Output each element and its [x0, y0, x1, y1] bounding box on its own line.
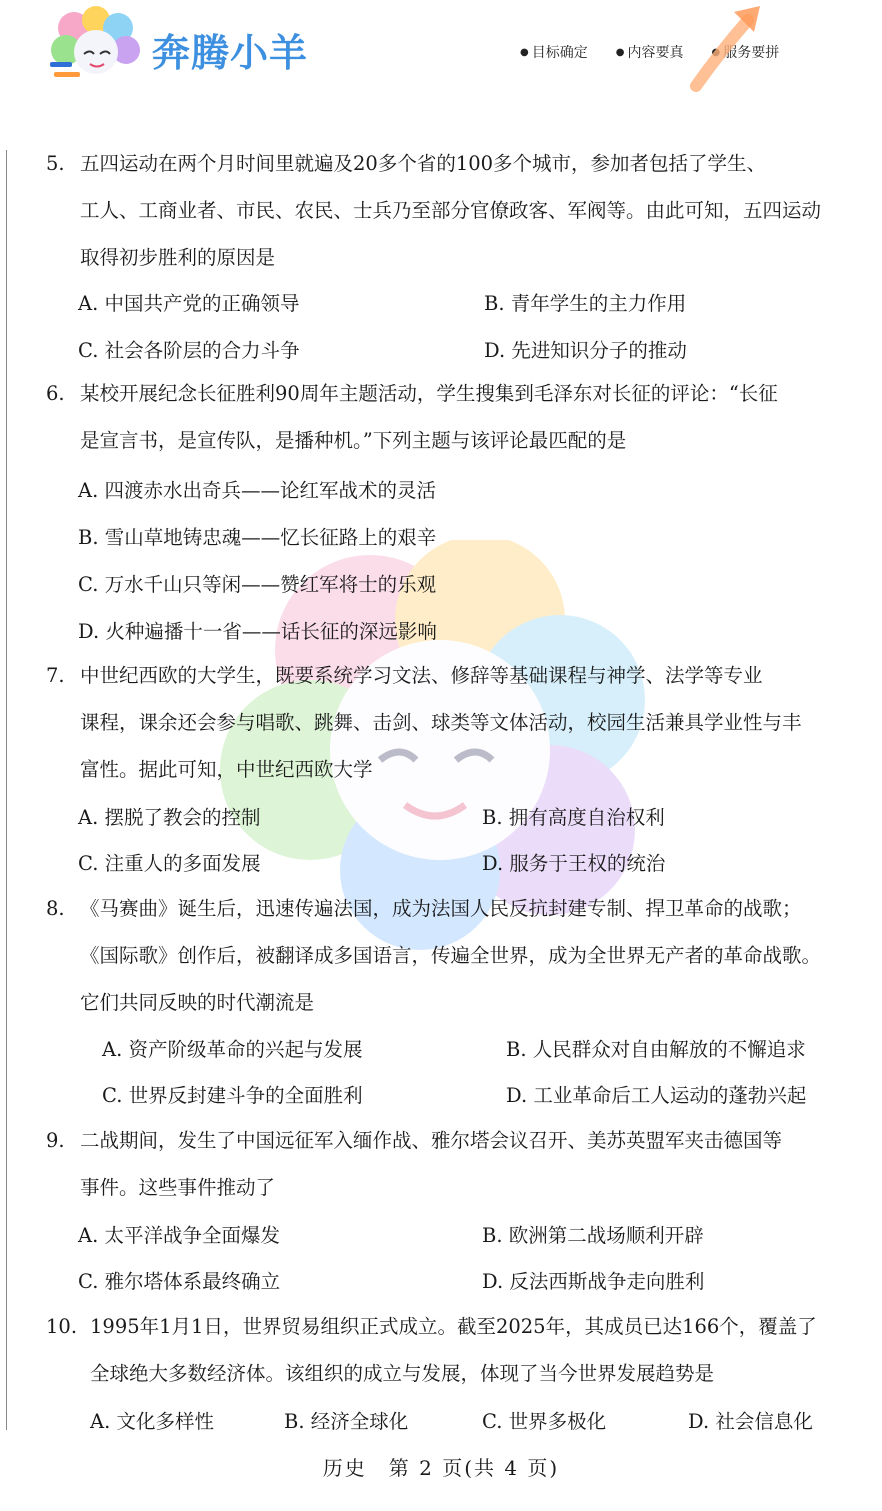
option-c[interactable]: C. 雅尔塔体系最终确立 [78, 1270, 281, 1293]
question-10 [46, 1303, 866, 1397]
question-9 [46, 1117, 866, 1211]
option-a[interactable]: A. 摆脱了教会的控制 [78, 806, 261, 829]
question-stem [80, 140, 866, 281]
page-footer: 历史 第 2 页(共 4 页) [322, 1456, 560, 1480]
option-a[interactable]: A. 资产阶级革命的兴起与发展 [102, 1038, 363, 1061]
question-number: 8. [46, 897, 65, 920]
option-c[interactable]: C. 世界多极化 [482, 1410, 607, 1433]
stem-line: 中世纪西欧的大学生，既要系统学习文法、修辞等基础课程与神学、法学等专业 [80, 664, 763, 687]
option-d[interactable]: D. 社会信息化 [688, 1410, 813, 1433]
stem-line: 取得初步胜利的原因是 [80, 246, 276, 269]
stem-line: 全球绝大多数经济体。该组织的成立与发展，体现了当今世界发展趋势是 [90, 1362, 715, 1385]
question-stem [80, 652, 866, 793]
option-b[interactable]: B. 雪山草地铸忠魂——忆长征路上的艰辛 [78, 526, 437, 549]
stem-line: 五四运动在两个月时间里就遍及20多个省的100多个城市，参加者包括了学生、 [80, 152, 767, 175]
question-stem [80, 1117, 866, 1211]
option-b[interactable]: B. 拥有高度自治权利 [482, 806, 665, 829]
option-b[interactable]: B. 人民群众对自由解放的不懈追求 [506, 1038, 806, 1061]
option-d[interactable]: D. 工业革命后工人运动的蓬勃兴起 [506, 1084, 807, 1107]
option-a[interactable]: A. 中国共产党的正确领导 [78, 292, 300, 315]
decorative-arrow-icon [690, 2, 770, 92]
question-number: 6. [46, 382, 65, 405]
slogan-tag: ● 服务要拼 [711, 42, 779, 62]
stem-line: 事件。这些事件推动了 [80, 1176, 276, 1199]
stem-line: 某校开展纪念长征胜利90周年主题活动，学生搜集到毛泽东对长征的评论：“长征 [80, 382, 778, 405]
sheep-logo-icon [44, 6, 154, 86]
option-c[interactable]: C. 世界反封建斗争的全面胜利 [102, 1084, 363, 1107]
option-d[interactable]: D. 先进知识分子的推动 [484, 339, 687, 362]
stem-line: 课程，课余还会参与唱歌、跳舞、击剑、球类等文体活动，校园生活兼具学业性与丰 [80, 711, 802, 734]
option-a[interactable]: A. 太平洋战争全面爆发 [78, 1224, 280, 1247]
option-a[interactable]: A. 四渡赤水出奇兵——论红军战术的灵活 [78, 479, 436, 502]
question-number: 7. [46, 664, 65, 687]
slogan-tag: ● 内容要真 [616, 42, 684, 62]
question-7 [46, 652, 866, 793]
question-number: 10. [46, 1315, 78, 1338]
stem-line: 工人、工商业者、市民、农民、士兵乃至部分官僚政客、军阀等。由此可知，五四运动 [80, 199, 822, 222]
stem-line: 《马赛曲》诞生后，迅速传遍法国，成为法国人民反抗封建专制、捍卫革命的战歌； [80, 897, 802, 920]
stem-line: 是宣言书，是宣传队，是播种机。”下列主题与该评论最匹配的是 [80, 429, 627, 452]
stem-line: 富性。据此可知，中世纪西欧大学 [80, 758, 373, 781]
question-stem [80, 370, 866, 464]
option-d[interactable]: D. 服务于王权的统治 [482, 852, 666, 875]
stem-line: 1995年1月1日，世界贸易组织正式成立。截至2025年，其成员已达166个，覆盖了 [90, 1315, 817, 1338]
option-b[interactable]: B. 青年学生的主力作用 [484, 292, 687, 315]
margin-rule [6, 150, 7, 1430]
option-c[interactable]: C. 社会各阶层的合力斗争 [78, 339, 300, 362]
slogan-tag: ● 目标确定 [520, 42, 588, 62]
question-stem [90, 1303, 866, 1397]
question-number: 9. [46, 1129, 65, 1152]
page-header [0, 0, 882, 110]
question-number: 5. [46, 152, 65, 175]
option-d[interactable]: D. 火种遍播十一省——话长征的深远影响 [78, 620, 437, 643]
option-b[interactable]: B. 欧洲第二战场顺利开辟 [482, 1224, 704, 1247]
question-5 [46, 140, 866, 281]
stem-line: 二战期间，发生了中国远征军入缅作战、雅尔塔会议召开、美苏英盟军夹击德国等 [80, 1129, 783, 1152]
option-a[interactable]: A. 文化多样性 [90, 1410, 214, 1433]
question-stem [80, 885, 866, 1026]
question-8 [46, 885, 866, 1026]
stem-line: 它们共同反映的时代潮流是 [80, 991, 315, 1014]
stem-line: 《国际歌》创作后，被翻译成多国语言，传遍全世界，成为全世界无产者的革命战歌。 [80, 944, 822, 967]
option-d[interactable]: D. 反法西斯战争走向胜利 [482, 1270, 705, 1293]
option-b[interactable]: B. 经济全球化 [284, 1410, 409, 1433]
option-c[interactable]: C. 万水千山只等闲——赞红军将士的乐观 [78, 573, 437, 596]
brand-name: 奔腾小羊 [152, 31, 309, 75]
option-c[interactable]: C. 注重人的多面发展 [78, 852, 261, 875]
question-6 [46, 370, 866, 464]
